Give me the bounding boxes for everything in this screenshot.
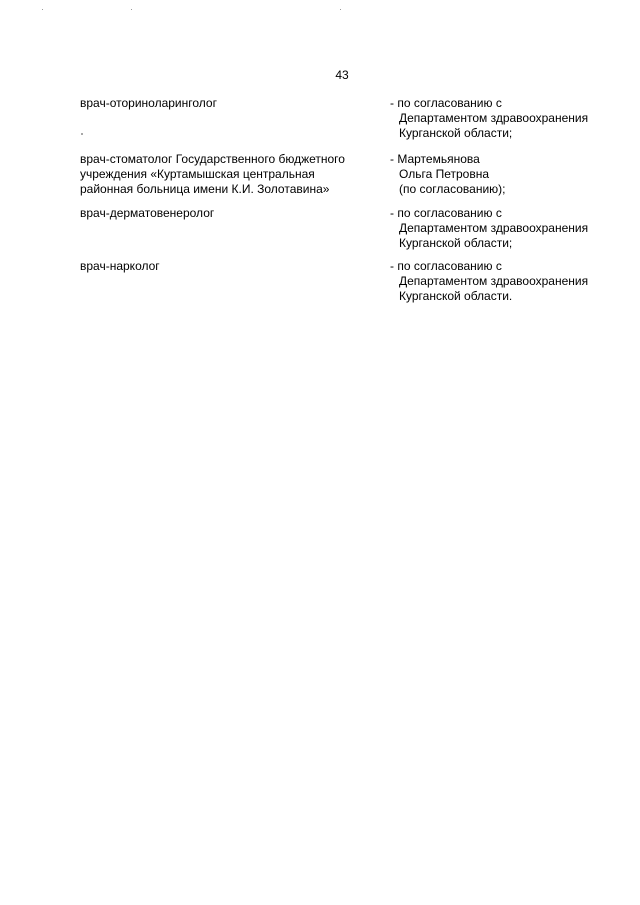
entry-otorhinolaryngologist bbox=[80, 96, 610, 142]
entry-role: врач-стоматолог Государственного бюджетного учреждения «Куртамышская центральная районная больница имени К.И. Золотавина» bbox=[80, 152, 345, 196]
page-number: 43 bbox=[335, 68, 349, 82]
entry-dermatovenereologist bbox=[80, 206, 610, 252]
entry-role: врач-нарколог bbox=[80, 259, 160, 273]
scan-artifact bbox=[131, 9, 132, 10]
entry-assignment: - Мартемьянова Ольга Петровна (по согласованию); bbox=[390, 152, 506, 196]
scan-artifact bbox=[42, 9, 43, 10]
entry-assignment: - по согласованию с Департаментом здравоохранения Курганской области; bbox=[390, 96, 589, 140]
entry-assignment: - по согласованию с Департаментом здравоохранения Курганской области; bbox=[390, 206, 589, 250]
entry-dentist bbox=[80, 152, 610, 198]
entry-role: врач-дерматовенеролог bbox=[80, 206, 215, 220]
entry-assignment: - по согласованию с Департаментом здравоохранения Курганской области. bbox=[390, 259, 589, 303]
entry-role: врач-оториноларинголог bbox=[80, 96, 217, 110]
scan-speck bbox=[81, 133, 83, 135]
entry-narcologist bbox=[80, 259, 610, 305]
scan-artifact bbox=[340, 9, 341, 10]
